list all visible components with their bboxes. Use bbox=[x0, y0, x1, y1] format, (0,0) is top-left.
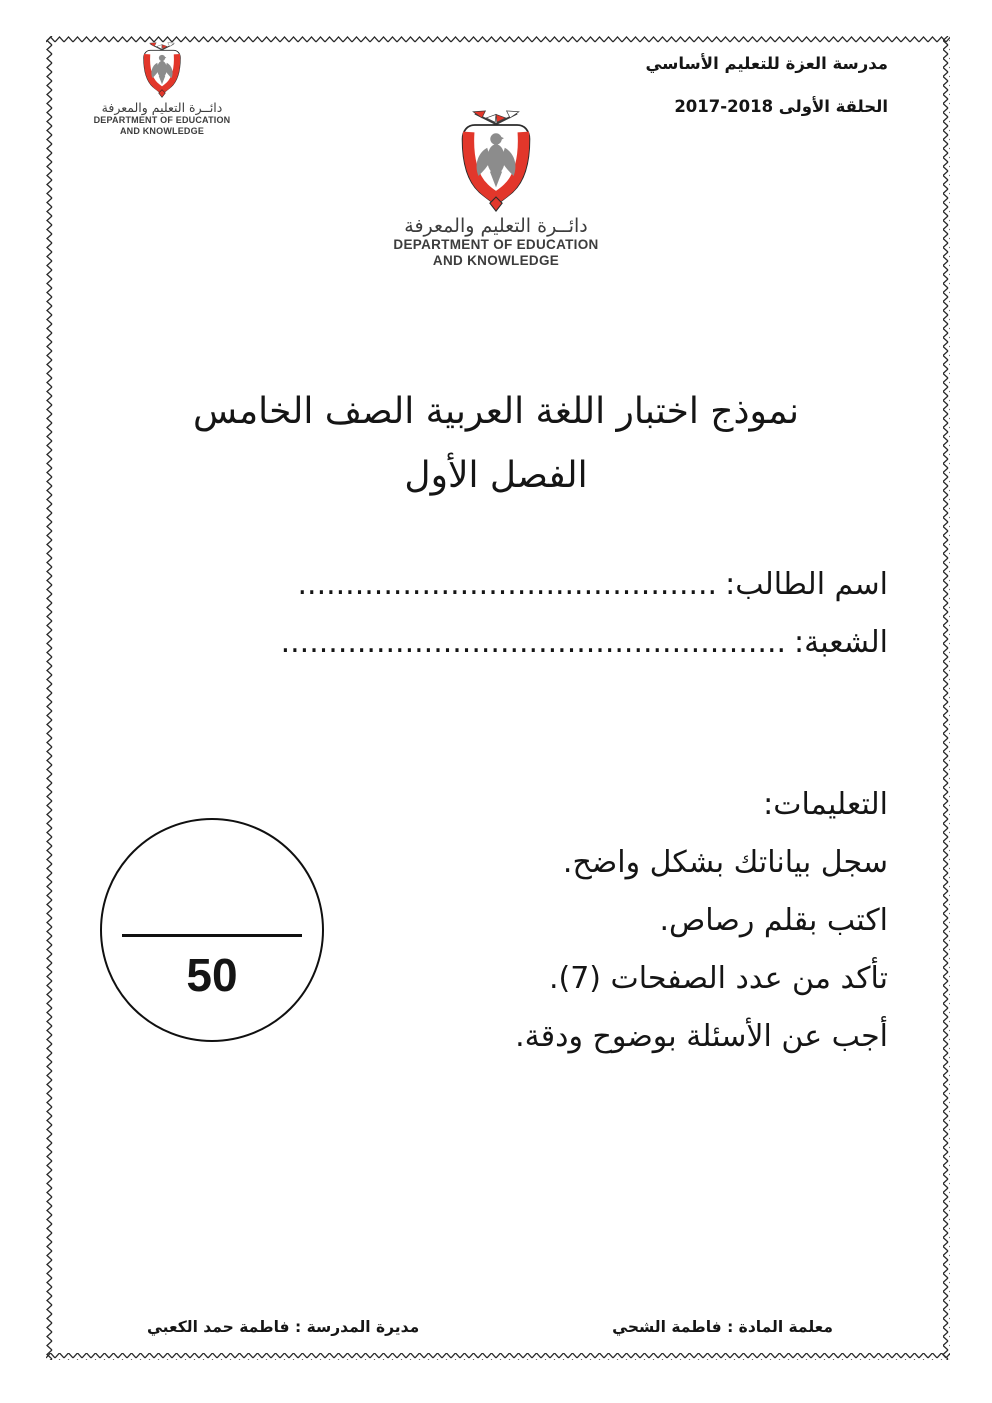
student-fields bbox=[281, 556, 888, 672]
school-principal: مديرة المدرسة : فاطمة حمد الكعبي bbox=[147, 1318, 420, 1336]
score-blank-line bbox=[122, 934, 302, 937]
exam-title bbox=[0, 380, 992, 508]
instruction-item: تأكد من عدد الصفحات (7). bbox=[548, 961, 888, 996]
logo-english-line1: DEPARTMENT OF EDUCATION bbox=[93, 115, 231, 125]
school-name: مدرسة العزة للتعليم الأساسي bbox=[645, 54, 888, 73]
exam-title-line1: نموذج اختبار اللغة العربية الصف الخامس bbox=[192, 391, 799, 432]
logo-english-line2: AND KNOWLEDGE bbox=[432, 252, 560, 268]
adek-logo-center bbox=[0, 110, 992, 268]
adek-emblem-icon bbox=[452, 110, 540, 212]
student-name-field bbox=[281, 556, 888, 614]
instructions bbox=[515, 776, 888, 1066]
border-bottom bbox=[46, 1353, 950, 1360]
instruction-item: سجل بياناتك بشكل واضح. bbox=[562, 845, 888, 880]
cycle-and-years: الحلقة الأولى 2018-2017 bbox=[674, 97, 888, 116]
section-field bbox=[281, 614, 888, 672]
logo-english-line2: AND KNOWLEDGE bbox=[119, 125, 205, 136]
subject-teacher: معلمة المادة : فاطمة الشحي bbox=[612, 1318, 833, 1336]
student-name-blank: ............................................ bbox=[297, 567, 718, 602]
student-name-label: اسم الطالب: bbox=[725, 567, 888, 602]
section-label: الشعبة: bbox=[794, 625, 888, 660]
section-blank: ..................................................... bbox=[280, 625, 787, 660]
instructions-heading: التعليمات: bbox=[763, 787, 888, 822]
logo-arabic-name: دائــرة التعليم والمعرفة bbox=[101, 100, 223, 115]
school-header bbox=[645, 52, 888, 118]
logo-arabic-name: دائــرة التعليم والمعرفة bbox=[404, 215, 588, 237]
exam-title-line2: الفصل الأول bbox=[404, 455, 588, 496]
score-max-value: 50 bbox=[186, 948, 238, 1001]
instruction-item: اكتب بقلم رصاص. bbox=[659, 903, 888, 938]
score-circle bbox=[100, 818, 324, 1042]
adek-emblem-icon bbox=[138, 42, 186, 98]
instruction-item: أجب عن الأسئلة بوضوح ودقة. bbox=[515, 1019, 888, 1054]
logo-english-line1: DEPARTMENT OF EDUCATION bbox=[393, 237, 599, 252]
